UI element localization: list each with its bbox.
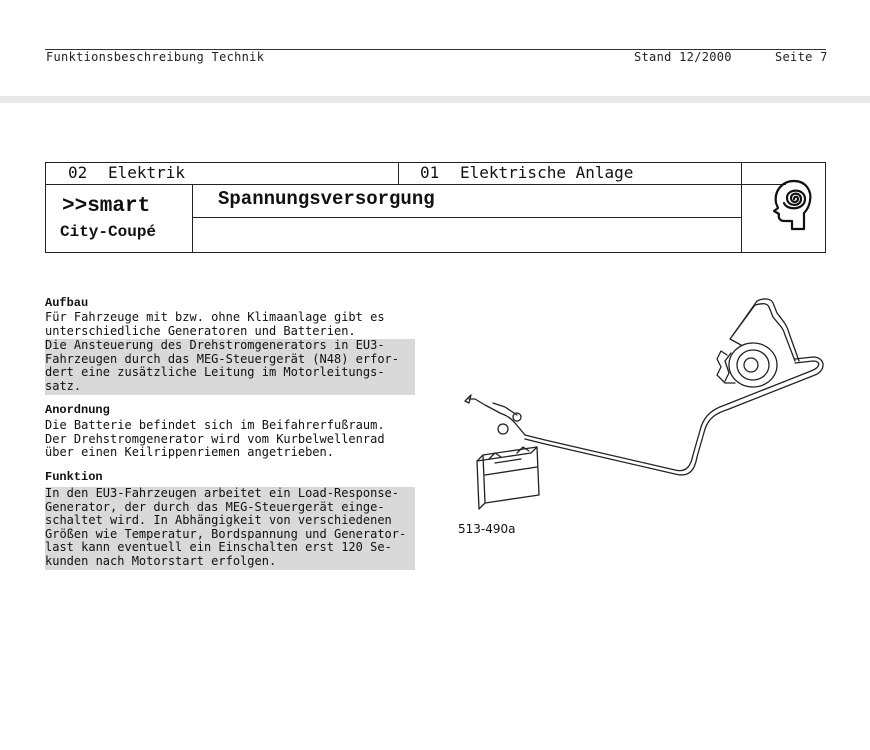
title-box — [45, 162, 826, 253]
wiring-diagram-illustration — [455, 295, 835, 520]
category-label: Elektrik — [108, 163, 186, 182]
head-spiral-icon — [754, 173, 818, 237]
section-heading-funktion: Funktion — [45, 470, 103, 484]
header-stand: Stand 12/2000 — [634, 50, 732, 64]
brand-model: City-Coupé — [60, 223, 157, 241]
section-heading-anordnung: Anordnung — [45, 403, 110, 417]
page-separator-band — [0, 96, 870, 103]
figure-caption: 513-490a — [458, 522, 516, 536]
brand-name: >>smart — [62, 195, 151, 218]
aufbau-highlighted-paragraph: Die Ansteuerung des Drehstromgenerators in EU3- Fahrzeugen durch das MEG-Steuergerät (N48) erfor- dert eine zusätzliche Leitung im Motorleitungs- satz. — [45, 339, 415, 395]
page-title: Spannungsversorgung — [218, 188, 435, 210]
header-doc-type: Funktionsbeschreibung Technik — [46, 50, 265, 64]
header-page-number: Seite 7 — [775, 50, 828, 64]
section-heading-aufbau: Aufbau — [45, 296, 89, 310]
funktion-highlighted-paragraph: In den EU3-Fahrzeugen arbeitet ein Load-Response- Generator, der durch das MEG-Steuergerät einge- schaltet wird. In Abhängigkeit von verschiedenen Größen wie Temperatur, Bordspannung und Generator- last kann eventuell ein Einschalten erst 120 Se- kunden nach Motorstart erfolgen. — [45, 487, 415, 570]
anordnung-paragraph: Die Batterie befindet sich im Beifahrerfußraum. Der Drehstromgenerator wird vom Kurbelwellenrad über einen Keilrippenriemen angetrieben. — [45, 418, 385, 460]
subcategory-label: Elektrische Anlage — [460, 163, 634, 182]
category-code: 02 — [68, 163, 88, 182]
subcategory-code: 01 — [420, 163, 440, 182]
aufbau-paragraph: Für Fahrzeuge mit bzw. ohne Klimaanlage gibt es unterschiedliche Generatoren und Batterien. — [45, 310, 385, 338]
